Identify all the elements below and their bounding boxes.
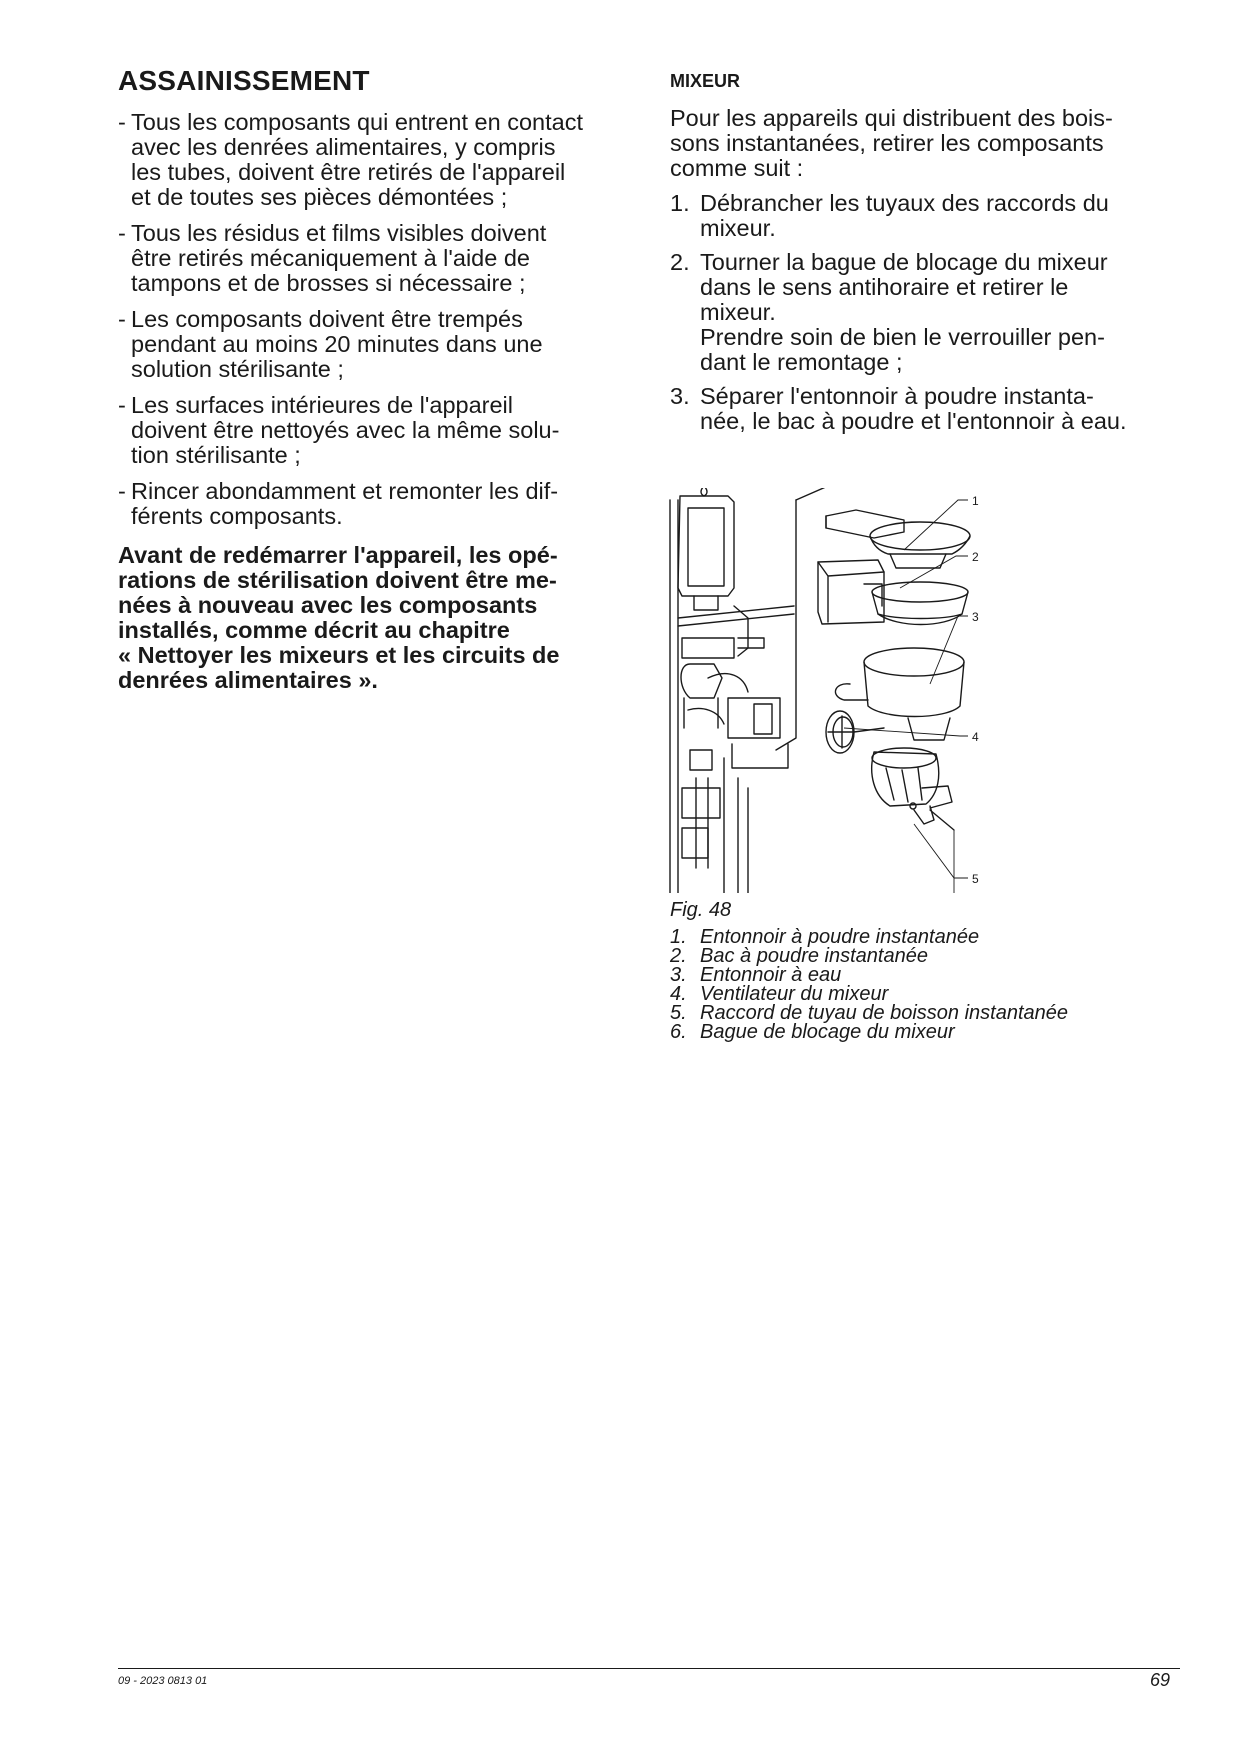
list-item: - Rincer abondamment et remonter les dif- férents composants. [118, 478, 559, 529]
right-column [670, 70, 1190, 443]
mixer-exploded-figure [668, 488, 998, 893]
legend-item: 1. Entonnoir à poudre instantanée [670, 926, 980, 948]
callout-5: 5 [972, 872, 979, 886]
legend-item: 5. Raccord de tuyau de boisson instantanée [670, 1002, 1069, 1024]
figure-legend [670, 928, 1068, 1042]
legend-item: 4. Ventilateur du mixeur [670, 983, 889, 1005]
mixer-intro: Pour les appareils qui distribuent des bois- sons instantanées, retirer les composants comme suit : [670, 105, 1113, 181]
list-item: - Les surfaces intérieures de l'appareil doivent être nettoyés avec la même solu- tion stérilisante ; [118, 392, 560, 468]
legend-item: 2. Bac à poudre instantanée [670, 945, 928, 967]
section-title-assainissement: ASSAINISSEMENT [118, 65, 370, 96]
callout-4: 4 [972, 730, 979, 744]
document-code: 09 - 2023 0813 01 [118, 1675, 208, 1687]
list-item: - Tous les résidus et films visibles doivent être retirés mécaniquement à l'aide de tampons et de brosses si nécessaire ; [118, 220, 547, 296]
figure-caption: Fig. 48 [670, 899, 732, 921]
step-item: 3. Séparer l'entonnoir à poudre instanta- née, le bac à poudre et l'entonnoir à eau. [670, 383, 1127, 434]
legend-item: 6. Bague de blocage du mixeur [670, 1021, 955, 1043]
step-item: 1. Débrancher les tuyaux des raccords du mixeur. [670, 190, 1109, 241]
page-number: 69 [1150, 1670, 1171, 1690]
sterilization-warning: Avant de redémarrer l'appareil, les opé- rations de stérilisation doivent être me- nées à nouveau avec les composants installés, comme décrit au chapitre « Nettoyer les mixeurs et les circuits de denrées alimentaires ». [118, 542, 560, 693]
section-title-mixeur: MIXEUR [670, 71, 741, 91]
left-column [118, 64, 638, 693]
list-item: - Les composants doivent être trempés pendant au moins 20 minutes dans une solution stérilisante ; [118, 306, 543, 382]
callout-1: 1 [972, 494, 979, 508]
callout-2: 2 [972, 550, 979, 564]
list-item: - Tous les composants qui entrent en contact avec les denrées alimentaires, y compris les tubes, doivent être retirés de l'appareil et de toutes ses pièces démontées ; [118, 109, 583, 210]
footer-divider [118, 1668, 1180, 1669]
step-item: 2. Tourner la bague de blocage du mixeur dans le sens antihoraire et retirer le mixeur. Prendre soin de bien le verrouiller pen- dant le remontage ; [670, 249, 1108, 375]
legend-item: 3. Entonnoir à eau [670, 964, 842, 986]
callout-3: 3 [972, 610, 979, 624]
sanitation-list [118, 110, 638, 529]
mixer-steps [670, 191, 1190, 434]
